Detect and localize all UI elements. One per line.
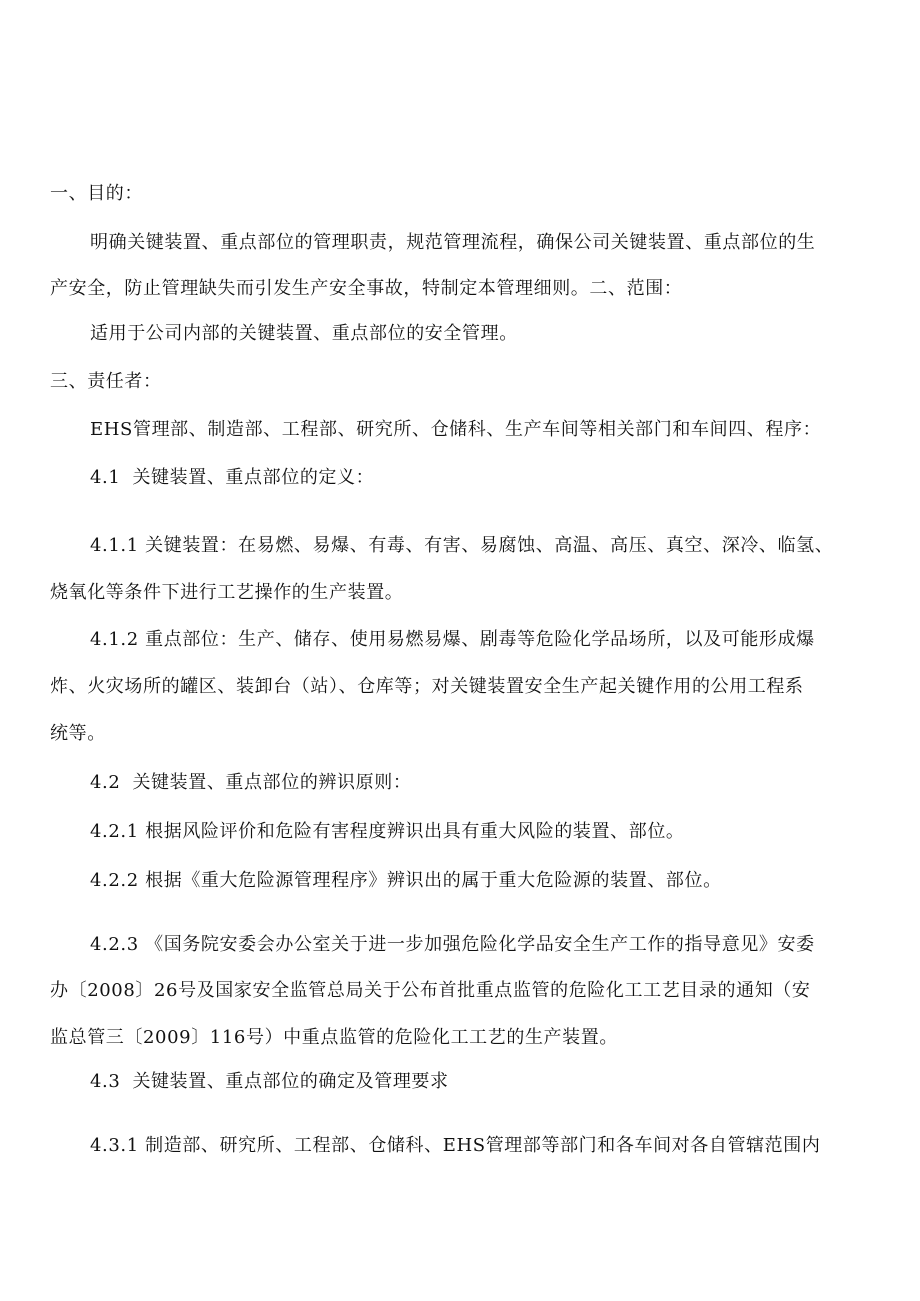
paragraph-4-1-2-line-1: 4.1.2 重点部位：生产、储存、使用易燃易爆、剧毒等危险化学品场所，以及可能形成爆: [90, 629, 815, 650]
section-heading-purpose: 一、目的：: [50, 183, 143, 204]
paragraph-4-2-3-line-1: 4.2.3 《国务院安委会办公室关于进一步加强危险化学品安全生产工作的指导意见》安委: [90, 934, 815, 955]
paragraph-4-3-1-line-1: 4.3.1 制造部、研究所、工程部、仓储科、EHS管理部等部门和各车间对各自管辖范围内: [90, 1135, 821, 1156]
paragraph-responsible-departments: EHS管理部、制造部、工程部、研究所、仓储科、生产车间等相关部门和车间四、程序：: [90, 419, 822, 440]
paragraph-4-2-2: 4.2.2 根据《重大危险源管理程序》辨识出的属于重大危险源的装置、部位。: [90, 870, 722, 891]
subheading-number: 4.2: [90, 772, 121, 793]
paragraph-4-2-3-line-2: 办〔2008〕26号及国家安全监管总局关于公布首批重点监管的危险化工工艺目录的通知（安: [50, 980, 811, 1001]
paragraph-4-1-2-line-3: 统等。: [50, 723, 106, 744]
subheading-number: 4.3: [90, 1071, 121, 1092]
subheading-text: 关键装置、重点部位的定义：: [132, 467, 375, 488]
paragraph-purpose-line-2: 产安全，防止管理缺失而引发生产安全事故，特制定本管理细则。二、范围：: [50, 278, 683, 299]
subheading-number: 4.1: [90, 467, 121, 488]
paragraph-purpose-line-1: 明确关键装置、重点部位的管理职责，规范管理流程，确保公司关键装置、重点部位的生: [90, 232, 816, 253]
subheading-4-1: [90, 466, 374, 490]
subheading-text: 关键装置、重点部位的辨识原则：: [132, 772, 412, 793]
paragraph-4-1-1-line-1: 4.1.1 关键装置：在易燃、易爆、有毒、有害、易腐蚀、高温、高压、真空、深冷、临氢、: [90, 535, 834, 556]
paragraph-4-1-1-line-2: 烧氧化等条件下进行工艺操作的生产装置。: [50, 582, 404, 603]
paragraph-scope: 适用于公司内部的关键装置、重点部位的安全管理。: [90, 323, 518, 344]
section-heading-responsible: 三、责任者：: [50, 371, 162, 392]
subheading-text: 关键装置、重点部位的确定及管理要求: [132, 1071, 449, 1092]
subheading-4-2: [90, 771, 411, 795]
paragraph-4-2-3-line-3: 监总管三〔2009〕116号）中重点监管的危险化工工艺的生产装置。: [50, 1027, 618, 1048]
subheading-4-3: [90, 1070, 449, 1094]
paragraph-4-2-1: 4.2.1 根据风险评价和危险有害程度辨识出具有重大风险的装置、部位。: [90, 821, 685, 842]
paragraph-4-1-2-line-2: 炸、火灾场所的罐区、装卸台（站）、仓库等；对关键装置安全生产起关键作用的公用工程系: [50, 676, 804, 697]
